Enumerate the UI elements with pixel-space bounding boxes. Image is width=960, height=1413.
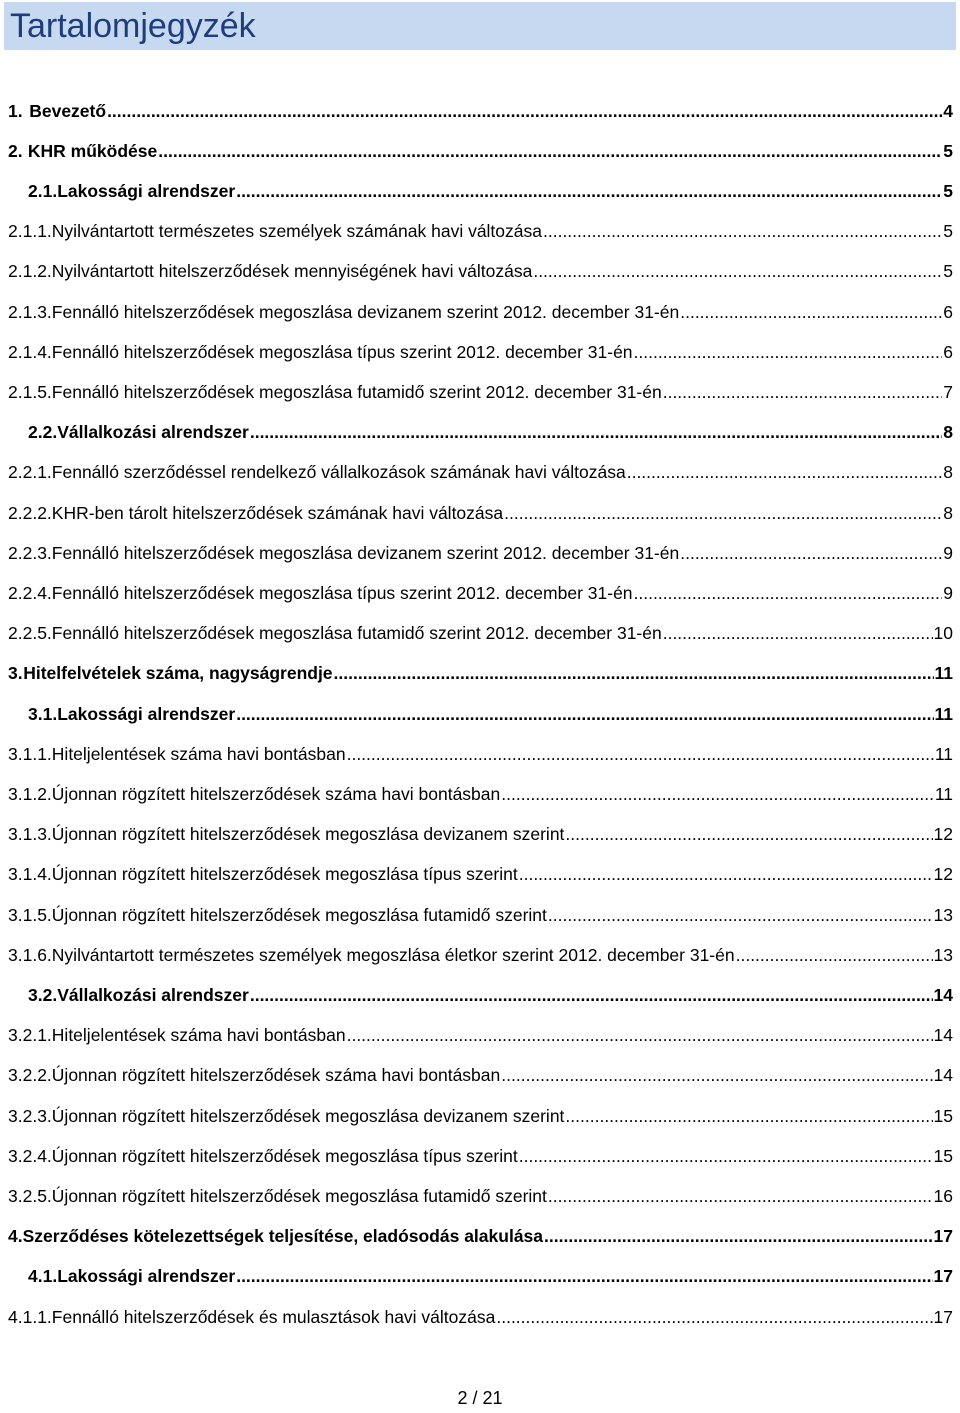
toc-entry-page: 13 [933, 904, 953, 925]
toc-entry-line [8, 372, 953, 412]
toc-entry-line [8, 774, 953, 814]
toc-entry-number: 3. [8, 663, 23, 684]
toc-entry[interactable] [0, 332, 960, 372]
toc-entry-page: 6 [943, 301, 953, 322]
toc-entry-line [28, 171, 953, 211]
toc-entry-number: 2. [8, 140, 23, 161]
toc-entry[interactable] [0, 372, 960, 412]
toc-entry[interactable] [0, 493, 960, 533]
toc-entry-number: 3.1.3. [8, 824, 52, 845]
toc-entry-page: 17 [933, 1266, 953, 1287]
toc-entry-title: Nyilvántartott természetes személyek megoszlása életkor szerint 2012. december 31-én [51, 944, 735, 965]
toc-entry-title: Fennálló hitelszerződések megoszlása típus szerint 2012. december 31-én [51, 341, 633, 362]
toc-leader-dots [519, 864, 933, 885]
toc-leader-dots [565, 1106, 932, 1127]
toc-entry-number: 2.2.2. [8, 502, 52, 523]
toc-entry-title: Vállalkozási alrendszer [57, 984, 249, 1005]
toc-entry-line [8, 654, 953, 694]
toc-entry-page: 8 [943, 422, 953, 443]
toc-entry-line [8, 292, 953, 332]
toc-entry-page: 14 [933, 1065, 953, 1086]
toc-entry-page: 5 [943, 221, 953, 242]
toc-leader-dots [634, 583, 943, 604]
toc-entry[interactable] [0, 91, 960, 131]
toc-entry-number: 3.2.2. [8, 1065, 52, 1086]
toc-leader-dots [736, 945, 933, 966]
toc-entry-title: Hiteljelentések száma havi bontásban [51, 1025, 346, 1046]
toc-entry-page: 14 [933, 984, 953, 1005]
toc-leader-dots [565, 824, 932, 845]
toc-entry[interactable] [0, 614, 960, 654]
toc-entry[interactable] [0, 533, 960, 573]
toc-leader-dots [634, 342, 943, 363]
toc-entry-page: 11 [934, 743, 953, 764]
toc-entry-line [8, 252, 953, 292]
toc-entry-line [8, 1176, 953, 1216]
toc-entry-page: 16 [933, 1185, 953, 1206]
toc-entry-number: 2.1.5. [8, 381, 52, 402]
toc-entry-number: 4.1. [28, 1266, 58, 1287]
toc-entry-title: Fennálló hitelszerződések megoszlása devizanem szerint 2012. december 31-én [51, 301, 680, 322]
toc-entry-page: 7 [943, 381, 953, 402]
toc-entry-number: 2.2.3. [8, 542, 52, 563]
toc-entry-number: 4. [8, 1226, 23, 1247]
toc-entry-title: Újonnan rögzített hitelszerződések száma havi bontásban [51, 783, 501, 804]
toc-entry-title: Lakossági alrendszer [57, 1266, 236, 1287]
toc-leader-dots [334, 663, 934, 684]
toc-entry-title: Hiteljelentések száma havi bontásban [51, 743, 346, 764]
toc-entry-number: 3.1.2. [8, 783, 52, 804]
toc-entry[interactable] [0, 654, 960, 694]
toc-entry-page: 4 [943, 100, 953, 121]
toc-entry-page: 5 [943, 261, 953, 282]
toc-entry-number: 2.1.2. [8, 261, 52, 282]
toc-leader-dots [501, 784, 934, 805]
toc-leader-dots [250, 422, 942, 443]
toc-entry-number: 2.1.1. [8, 221, 52, 242]
toc-entry-number: 3.1.4. [8, 864, 52, 885]
toc-leader-dots [663, 382, 943, 403]
toc-entry-line [8, 1136, 953, 1176]
toc-entry-title: Fennálló hitelszerződések megoszlása futamidő szerint 2012. december 31-én [51, 381, 662, 402]
toc-entry-line [28, 413, 953, 453]
toc-entry-line [8, 895, 953, 935]
toc-entry-number: 3.2. [28, 984, 58, 1005]
toc-entry-line [8, 453, 953, 493]
toc-entry-line [8, 332, 953, 372]
toc-entry-title: Bevezető [29, 100, 107, 121]
toc-entry-line [8, 1016, 953, 1056]
toc-leader-dots [544, 1226, 933, 1247]
toc-entry-number: 2.1.4. [8, 341, 52, 362]
toc-entry[interactable] [0, 1297, 960, 1337]
toc-entry-line [8, 855, 953, 895]
toc-entry-page: 8 [943, 502, 953, 523]
toc-leader-dots [504, 503, 942, 524]
toc-entry-line [28, 975, 953, 1015]
toc-leader-dots [680, 543, 942, 564]
toc-entry-page: 5 [943, 180, 953, 201]
toc-entry-page: 11 [934, 783, 953, 804]
toc-entry-title: Nyilvántartott hitelszerződések mennyiségének havi változása [51, 261, 533, 282]
toc-entry-number: 3.1.6. [8, 944, 52, 965]
toc-entry-line [28, 694, 953, 734]
toc-leader-dots [158, 141, 942, 162]
toc-entry[interactable] [0, 1176, 960, 1216]
toc-entry[interactable] [0, 171, 960, 211]
toc-entry-title: Lakossági alrendszer [57, 180, 236, 201]
page-number: 2 / 21 [457, 1388, 503, 1408]
toc-entry-page: 12 [933, 824, 953, 845]
toc-leader-dots [543, 221, 942, 242]
toc-entry-line [8, 1297, 953, 1337]
toc-entry[interactable] [0, 573, 960, 613]
toc-entry-page: 6 [943, 341, 953, 362]
toc-entry-number: 3.2.5. [8, 1185, 52, 1206]
toc-entry-title: KHR-ben tárolt hitelszerződések számának havi változása [51, 502, 504, 523]
toc-entry-page: 9 [943, 542, 953, 563]
toc-entry-page: 17 [933, 1226, 953, 1247]
toc-entry-title: Hitelfelvételek száma, nagyságrendje [23, 663, 333, 684]
toc-entry-page: 5 [943, 140, 953, 161]
toc-entry-number: 3.1. [28, 703, 58, 724]
toc-leader-dots [533, 261, 942, 282]
toc-entry-number: 2.2.4. [8, 582, 52, 603]
toc-entry-page: 15 [933, 1145, 953, 1166]
toc-leader-dots [501, 1065, 932, 1086]
toc-leader-dots [548, 1186, 933, 1207]
toc-entry-number: 2.1.3. [8, 301, 52, 322]
toc-entry-line [8, 493, 953, 533]
toc-entry-number: 2.2.5. [8, 623, 52, 644]
toc-leader-dots [663, 623, 933, 644]
toc-entry-page: 10 [933, 623, 953, 644]
toc-leader-dots [250, 985, 933, 1006]
toc-entry-line [8, 935, 953, 975]
toc-entry-line [8, 734, 953, 774]
toc-title-bar [4, 2, 956, 50]
toc-entry-number: 3.1.1. [8, 743, 52, 764]
toc-entry[interactable] [0, 855, 960, 895]
toc-entry[interactable] [0, 774, 960, 814]
toc-entry[interactable] [0, 815, 960, 855]
toc-entry-title: Fennálló hitelszerződések megoszlása futamidő szerint 2012. december 31-én [51, 623, 662, 644]
toc-entry-page: 14 [933, 1025, 953, 1046]
toc-entry-line [8, 131, 953, 171]
toc-leader-dots [236, 1266, 932, 1287]
toc-entry-line [8, 815, 953, 855]
toc-entry-title: Újonnan rögzített hitelszerződések megoszlása futamidő szerint [51, 904, 547, 925]
toc-entry-page: 15 [933, 1105, 953, 1126]
toc-entry[interactable] [0, 453, 960, 493]
toc-entry-page: 9 [943, 582, 953, 603]
toc-entry[interactable] [0, 1136, 960, 1176]
page-title: Tartalomjegyzék [10, 7, 256, 45]
toc-leader-dots [347, 1025, 933, 1046]
toc-entry-page: 12 [933, 864, 953, 885]
toc-entry[interactable] [0, 1096, 960, 1136]
toc-entry[interactable] [0, 1217, 960, 1257]
toc-entry-title: KHR működése [27, 140, 158, 161]
toc-entry-line [8, 1096, 953, 1136]
toc-entry-number: 4.1.1. [8, 1306, 52, 1327]
toc-entry-title: Újonnan rögzített hitelszerződések megoszlása futamidő szerint [51, 1185, 547, 1206]
toc-entry-page: 13 [933, 944, 953, 965]
toc-leader-dots [236, 704, 933, 725]
toc-entry[interactable] [0, 895, 960, 935]
toc-entry-title: Fennálló szerződéssel rendelkező vállalkozások számának havi változása [51, 462, 626, 483]
toc-entry-title: Újonnan rögzített hitelszerződések száma havi bontásban [51, 1065, 501, 1086]
toc-leader-dots [627, 462, 943, 483]
toc-entry[interactable] [0, 975, 960, 1015]
toc-entry-title: Újonnan rögzített hitelszerződések megoszlása típus szerint [51, 1145, 518, 1166]
toc-entry-number: 3.2.1. [8, 1025, 52, 1046]
toc-entry-line [28, 1257, 953, 1297]
toc-entry-number: 1. [8, 100, 23, 121]
toc-entry[interactable] [0, 252, 960, 292]
toc-entry-title: Fennálló hitelszerződések és mulasztások havi változása [51, 1306, 496, 1327]
toc-entry-number: 2.2.1. [8, 462, 52, 483]
toc-entry-title: Újonnan rögzített hitelszerződések megoszlása típus szerint [51, 864, 518, 885]
toc-entry-page: 8 [943, 462, 953, 483]
toc-entry-line [8, 614, 953, 654]
toc-leader-dots [347, 744, 934, 765]
toc-entry-number: 3.2.3. [8, 1105, 52, 1126]
toc-entry-title: Fennálló hitelszerződések megoszlása típus szerint 2012. december 31-én [51, 582, 633, 603]
toc-entry[interactable] [0, 292, 960, 332]
toc-entry-title: Újonnan rögzített hitelszerződések megoszlása devizanem szerint [51, 1105, 565, 1126]
toc-entry[interactable] [0, 413, 960, 453]
toc-entry-number: 3.1.5. [8, 904, 52, 925]
toc-entry-line [8, 91, 953, 131]
toc-entry-number: 3.2.4. [8, 1145, 52, 1166]
toc-entry[interactable] [0, 1016, 960, 1056]
toc-entry[interactable] [0, 1056, 960, 1096]
toc-entry[interactable] [0, 212, 960, 252]
toc-entry-title: Nyilvántartott természetes személyek számának havi változása [51, 221, 542, 242]
toc-leader-dots [548, 905, 933, 926]
toc-entry-number: 2.2. [28, 422, 58, 443]
toc-entry[interactable] [0, 131, 960, 171]
toc-entry[interactable] [0, 694, 960, 734]
toc-leader-dots [496, 1307, 932, 1328]
toc-leader-dots [519, 1146, 933, 1167]
toc-entry[interactable] [0, 734, 960, 774]
toc-entry-line [8, 533, 953, 573]
toc-entry[interactable] [0, 1257, 960, 1297]
toc-entry-number: 2.1. [28, 180, 58, 201]
toc-entry-line [8, 1217, 953, 1257]
toc-entry[interactable] [0, 935, 960, 975]
toc-entry-title: Szerződéses kötelezettségek teljesítése, eladósodás alakulása [22, 1226, 544, 1247]
toc-entry-title: Fennálló hitelszerződések megoszlása devizanem szerint 2012. december 31-én [51, 542, 680, 563]
toc-leader-dots [107, 101, 942, 122]
toc-entry-page: 11 [934, 703, 953, 724]
toc-leader-dots [680, 302, 942, 323]
toc-entry-line [8, 212, 953, 252]
toc-entry-title: Lakossági alrendszer [57, 703, 236, 724]
toc-entry-line [8, 1056, 953, 1096]
toc-leader-dots [236, 181, 942, 202]
toc-entry-page: 11 [934, 663, 953, 684]
toc-entry-title: Vállalkozási alrendszer [57, 422, 249, 443]
toc-entry-line [8, 573, 953, 613]
toc-entry-title: Újonnan rögzített hitelszerződések megoszlása devizanem szerint [51, 824, 565, 845]
toc-entry-page: 17 [933, 1306, 953, 1327]
